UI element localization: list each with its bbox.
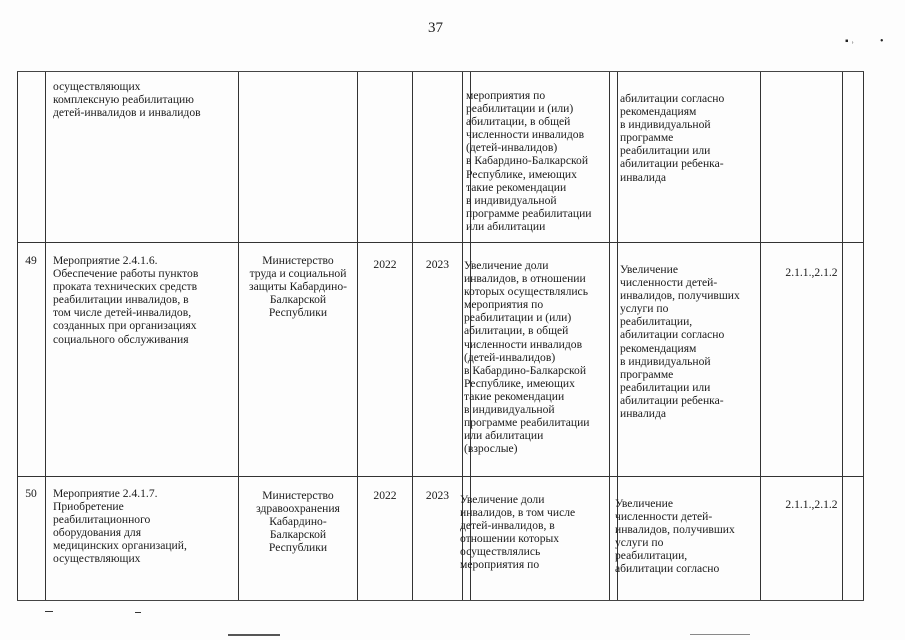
measure-name: Мероприятие 2.4.1.6. Обеспечение работы пунктов проката технических средств реабилитации инвалидов, в том числе детей-инвалидов, созданных при организациях социального обслуживания <box>53 254 199 346</box>
start-year: 2022 <box>373 258 397 271</box>
expected-result: Увеличение доли инвалидов, в отношении которых осуществлялись мероприятия по реабилитации и (или) абилитации, в общей численности инвалидов (детей-инвалидов) в Кабардино-Балкарской Республике, имеющих такие рекомендации в индивидуальной программе реабилитации или абилитации (взрослые) <box>464 259 590 456</box>
expected-result: мероприятия по реабилитации и (или) абилитации, в общей численности инвалидов (детей-инвалидов) в Кабардино-Балкарской Республике, имеющих такие рекомендации в индивидуальной программе реабилитации или абилитации <box>466 89 592 233</box>
table-row <box>17 72 863 242</box>
indicator: абилитации согласно рекомендациям в индивидуальной программе реабилитации или абилитации ребенка- инвалида <box>620 92 725 184</box>
indicator: Увеличение численности детей- инвалидов, получивших услуги по реабилитации, абилитации согласно <box>615 497 735 576</box>
measure-name: осуществляющих комплексную реабилитацию детей-инвалидов и инвалидов <box>53 80 201 120</box>
end-year: 2023 <box>425 489 450 502</box>
measures-table <box>17 71 864 601</box>
measure-name: Мероприятие 2.4.1.7. Приобретение реабилитационного оборудования для медицинских организаций, осуществляющих <box>53 487 187 566</box>
scan-mark <box>135 612 141 613</box>
start-year: 2022 <box>373 489 397 502</box>
end-year: 2023 <box>425 258 450 271</box>
scan-mark: • <box>880 36 884 47</box>
table-row <box>17 242 863 476</box>
scan-mark <box>228 634 280 636</box>
row-number: 50 <box>25 487 37 500</box>
table-row <box>17 476 863 600</box>
scan-mark <box>45 611 53 612</box>
indicator-link: 2.1.1.,2.1.2 <box>785 266 838 279</box>
indicator: Увеличение численности детей- инвалидов, получивших услуги по реабилитации, абилитации согласно рекомендациям в индивидуальной программе реабилитации или абилитации ребенка- инвалида <box>620 263 740 421</box>
page-number: 37 <box>428 20 443 36</box>
row-number: 49 <box>25 254 37 267</box>
scan-mark <box>690 634 750 635</box>
scan-mark: ▪ ˒ <box>845 36 855 47</box>
executor: Министерство здравоохранения Кабардино- Балкарской Республики <box>256 489 340 555</box>
indicator-link: 2.1.1.,2.1.2 <box>785 498 838 511</box>
executor: Министерство труда и социальной защиты Кабардино- Балкарской Республики <box>249 254 347 320</box>
expected-result: Увеличение доли инвалидов, в том числе детей-инвалидов, в отношении которых осуществлялись мероприятия по <box>460 493 576 572</box>
